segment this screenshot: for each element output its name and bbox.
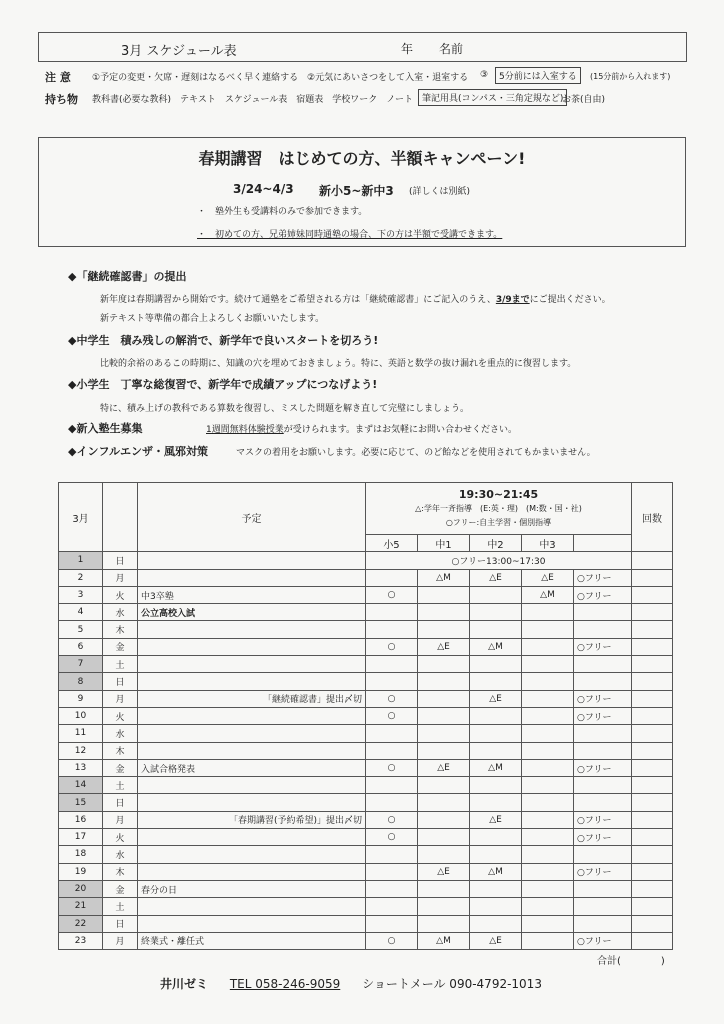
grade-j2-cell bbox=[470, 656, 522, 673]
grade5-cell: ○ bbox=[366, 707, 418, 724]
day-cell: 11 bbox=[59, 725, 103, 742]
free-study-cell bbox=[574, 621, 632, 638]
grade-j1-cell bbox=[418, 794, 470, 811]
free-study-cell: ○フリー bbox=[574, 586, 632, 603]
free-study-cell bbox=[574, 846, 632, 863]
grade-j3-cell bbox=[522, 638, 574, 655]
footer bbox=[160, 975, 560, 992]
plan-header: 予定 bbox=[138, 483, 366, 552]
school-name: 井川ゼミ bbox=[160, 977, 209, 991]
grade-j3-cell bbox=[522, 880, 574, 897]
grade-j3-cell bbox=[522, 898, 574, 915]
grade5-cell: ○ bbox=[366, 811, 418, 828]
grade-j2-cell bbox=[470, 586, 522, 603]
table-row bbox=[59, 863, 673, 880]
day-cell: 17 bbox=[59, 829, 103, 846]
grade-j1-cell bbox=[418, 829, 470, 846]
campaign-title: 春期講習 はじめての方、半額キャンペーン! bbox=[198, 149, 526, 168]
note-item-2: ②元気にあいさつをして入室・退室する bbox=[307, 73, 469, 83]
day-cell: 19 bbox=[59, 863, 103, 880]
grade-j1-cell bbox=[418, 621, 470, 638]
table-row bbox=[59, 604, 673, 621]
count-cell bbox=[632, 811, 673, 828]
section-flu-heading: ◆インフルエンザ・風邪対策 bbox=[68, 445, 209, 458]
plan-cell: 「継続確認書」提出〆切 bbox=[138, 690, 366, 707]
day-cell: 21 bbox=[59, 898, 103, 915]
plan-cell bbox=[138, 777, 366, 794]
header-box bbox=[38, 32, 687, 62]
grade-j2-cell bbox=[470, 604, 522, 621]
free-study-cell: ○フリー bbox=[574, 932, 632, 949]
note-item-3-sub: (15分前から入れます) bbox=[590, 72, 671, 81]
grade5-cell bbox=[366, 880, 418, 897]
name-label: 名前 bbox=[439, 42, 464, 56]
grade-j2-cell: △M bbox=[470, 863, 522, 880]
grade-j3-cell bbox=[522, 829, 574, 846]
plan-cell bbox=[138, 794, 366, 811]
grade-j3-cell bbox=[522, 725, 574, 742]
grade5-cell: ○ bbox=[366, 932, 418, 949]
grade5-cell bbox=[366, 777, 418, 794]
weekday-cell: 日 bbox=[103, 915, 138, 932]
weekday-cell: 土 bbox=[103, 777, 138, 794]
section-junior-high-text: 比較的余裕のあるこの時期に、知識の穴を埋めておきましょう。特に、英語と数学の抜け漏れを重点的に復習します。 bbox=[100, 359, 577, 369]
grade-j2-cell bbox=[470, 898, 522, 915]
grade-j3-cell bbox=[522, 673, 574, 690]
day-cell: 2 bbox=[59, 569, 103, 586]
weekday-cell: 土 bbox=[103, 656, 138, 673]
weekday-cell: 水 bbox=[103, 604, 138, 621]
weekday-cell: 金 bbox=[103, 759, 138, 776]
count-cell bbox=[632, 915, 673, 932]
day-cell: 1 bbox=[59, 552, 103, 569]
section-elementary-text: 特に、積み上げの教科である算数を復習し、ミスした問題を解き直して完璧にしましょう。 bbox=[100, 404, 470, 414]
grade-j3-cell bbox=[522, 863, 574, 880]
grade-j1-cell bbox=[418, 777, 470, 794]
grade5-cell bbox=[366, 742, 418, 759]
plan-cell: 「春期講習(予約希望)」提出〆切 bbox=[138, 811, 366, 828]
weekday-cell: 金 bbox=[103, 880, 138, 897]
free-study-cell: ○フリー bbox=[574, 707, 632, 724]
section-new-students-desc: が受けられます。まずはお気軽にお問い合わせください。 bbox=[283, 425, 518, 435]
section-new-students-text bbox=[206, 422, 517, 435]
count-cell bbox=[632, 759, 673, 776]
table-row bbox=[59, 725, 673, 742]
grade-j3-cell bbox=[522, 742, 574, 759]
grade-j2-cell bbox=[470, 673, 522, 690]
section-continuation-text-c: にご提出ください。 bbox=[529, 295, 611, 305]
table-row bbox=[59, 777, 673, 794]
day-cell: 10 bbox=[59, 707, 103, 724]
belongings-boxed: 筆記用具(コンパス・三角定規など) bbox=[418, 89, 567, 106]
plan-cell bbox=[138, 552, 366, 569]
grade-j2-cell bbox=[470, 846, 522, 863]
page-title: 3月 スケジュール表 bbox=[121, 44, 237, 59]
day-cell: 9 bbox=[59, 690, 103, 707]
plan-cell bbox=[138, 915, 366, 932]
plan-cell bbox=[138, 707, 366, 724]
count-cell bbox=[632, 829, 673, 846]
day-cell: 15 bbox=[59, 794, 103, 811]
grade5-cell bbox=[366, 621, 418, 638]
count-cell bbox=[632, 846, 673, 863]
weekday-cell: 月 bbox=[103, 690, 138, 707]
weekday-cell: 日 bbox=[103, 673, 138, 690]
free-study-cell bbox=[574, 725, 632, 742]
grade5-cell bbox=[366, 846, 418, 863]
grade-j3-cell bbox=[522, 759, 574, 776]
campaign-box bbox=[38, 137, 686, 247]
plan-cell bbox=[138, 673, 366, 690]
table-row bbox=[59, 811, 673, 828]
day-cell: 4 bbox=[59, 604, 103, 621]
grade-j3-cell bbox=[522, 846, 574, 863]
grade5-cell bbox=[366, 863, 418, 880]
plan-cell: 中3卒塾 bbox=[138, 586, 366, 603]
plan-cell bbox=[138, 898, 366, 915]
time-header-cell bbox=[366, 483, 632, 535]
weekday-cell: 火 bbox=[103, 586, 138, 603]
grade-j3-cell bbox=[522, 794, 574, 811]
grade-j2-cell: △M bbox=[470, 638, 522, 655]
weekday-cell: 月 bbox=[103, 811, 138, 828]
grade5-cell bbox=[366, 656, 418, 673]
weekday-cell: 火 bbox=[103, 829, 138, 846]
grade-j2-cell: △M bbox=[470, 759, 522, 776]
free-study-cell: ○フリー bbox=[574, 638, 632, 655]
grade5-cell: ○ bbox=[366, 690, 418, 707]
grade-j2-cell bbox=[470, 794, 522, 811]
table-row bbox=[59, 621, 673, 638]
grade-j2-cell bbox=[470, 725, 522, 742]
weekday-cell: 木 bbox=[103, 742, 138, 759]
table-row bbox=[59, 880, 673, 897]
grade-j3-cell bbox=[522, 604, 574, 621]
free-study-cell bbox=[574, 794, 632, 811]
free-study-cell: ○フリー bbox=[574, 759, 632, 776]
free-study-cell: ○フリー bbox=[574, 569, 632, 586]
section-flu-text: マスクの着用をお願いします。必要に応じて、のど飴などを使用されてもかまいません。 bbox=[236, 448, 596, 458]
grade-j1-cell bbox=[418, 811, 470, 828]
grade-j2-cell bbox=[470, 621, 522, 638]
total-label: 合計( ) bbox=[597, 956, 665, 967]
table-row bbox=[59, 932, 673, 949]
table-row bbox=[59, 742, 673, 759]
count-cell bbox=[632, 621, 673, 638]
free-study-cell: ○フリー bbox=[574, 690, 632, 707]
count-cell bbox=[632, 638, 673, 655]
day-cell: 13 bbox=[59, 759, 103, 776]
note-item-1: ①予定の変更・欠席・遅刻はなるべく早く連絡する bbox=[92, 73, 299, 83]
grade-j1-cell bbox=[418, 846, 470, 863]
grade-j1-cell bbox=[418, 725, 470, 742]
day-cell: 23 bbox=[59, 932, 103, 949]
grade-j3-cell bbox=[522, 811, 574, 828]
day-cell: 12 bbox=[59, 742, 103, 759]
weekday-cell: 火 bbox=[103, 707, 138, 724]
section-continuation-text-a: 新年度は春期講習から開始です。続けて通塾をご希望される方は「継続確認書」にご記入のうえ、 bbox=[100, 295, 496, 305]
grade-j1-cell: △E bbox=[418, 638, 470, 655]
year-label: 年 bbox=[401, 42, 414, 56]
weekday-cell: 木 bbox=[103, 863, 138, 880]
day-cell: 6 bbox=[59, 638, 103, 655]
time-header: 19:30~21:45 bbox=[458, 487, 539, 501]
table-row bbox=[59, 707, 673, 724]
plan-cell bbox=[138, 725, 366, 742]
free-study-cell bbox=[574, 915, 632, 932]
free-study-cell bbox=[574, 880, 632, 897]
plan-cell: 公立高校入試 bbox=[138, 604, 366, 621]
belongings-text: 教科書(必要な教科) テキスト スケジュール表 宿題表 学校ワーク ノート bbox=[92, 95, 414, 105]
day-cell: 5 bbox=[59, 621, 103, 638]
table-row bbox=[59, 552, 673, 569]
free-study-cell: ○フリー bbox=[574, 811, 632, 828]
free-study-cell: ○フリー bbox=[574, 863, 632, 880]
plan-cell bbox=[138, 829, 366, 846]
table-row bbox=[59, 673, 673, 690]
day-cell: 20 bbox=[59, 880, 103, 897]
count-cell bbox=[632, 794, 673, 811]
grade5-cell bbox=[366, 673, 418, 690]
free-study-cell bbox=[574, 673, 632, 690]
month-header: 3月 bbox=[59, 483, 103, 552]
count-cell bbox=[632, 777, 673, 794]
grade-j2-cell bbox=[470, 742, 522, 759]
grade-j3-cell: △E bbox=[522, 569, 574, 586]
short-mail-number: ショートメール 090-4792-1013 bbox=[362, 977, 542, 991]
weekday-cell: 水 bbox=[103, 725, 138, 742]
campaign-bullet-2: ・ 初めての方、兄弟姉妹同時通塾の場合、下の方は半額で受講できます。 bbox=[197, 230, 503, 240]
day-cell: 14 bbox=[59, 777, 103, 794]
count-cell bbox=[632, 656, 673, 673]
grade-j3-cell: △M bbox=[522, 586, 574, 603]
weekday-cell: 月 bbox=[103, 569, 138, 586]
grade-j1-cell bbox=[418, 707, 470, 724]
count-cell bbox=[632, 569, 673, 586]
section-new-students-heading: ◆新入塾生募集 bbox=[68, 422, 143, 435]
grade-j1-cell bbox=[418, 742, 470, 759]
section-continuation-heading: ◆「継続確認書」の提出 bbox=[68, 270, 187, 283]
section-junior-high-heading: ◆中学生 積み残しの解消で、新学年で良いスタートを切ろう! bbox=[68, 334, 379, 347]
weekday-cell: 土 bbox=[103, 898, 138, 915]
grade5-cell bbox=[366, 604, 418, 621]
campaign-details: (詳しくは別紙) bbox=[409, 187, 471, 197]
deadline-date: 3/9まで bbox=[495, 295, 530, 305]
grade5-cell: ○ bbox=[366, 829, 418, 846]
merged-time-cell: ○フリー13:00~17:30 bbox=[366, 552, 632, 569]
plan-cell: 春分の日 bbox=[138, 880, 366, 897]
grade-j2-cell bbox=[470, 707, 522, 724]
grade-j3-cell bbox=[522, 915, 574, 932]
count-cell bbox=[632, 586, 673, 603]
free-trial-label: 1週間無料体験授業 bbox=[206, 425, 284, 435]
grade-j1-cell: △E bbox=[418, 759, 470, 776]
campaign-grades: 新小5~新中3 bbox=[319, 184, 394, 198]
grade5-cell bbox=[366, 725, 418, 742]
grade5-cell bbox=[366, 898, 418, 915]
legend-2: ○フリー:自主学習・個別指導 bbox=[445, 517, 552, 527]
schedule-table bbox=[58, 482, 673, 950]
campaign-bullet-1: ・ 塾外生も受講料のみで参加できます。 bbox=[197, 207, 368, 217]
count-cell bbox=[632, 932, 673, 949]
table-row bbox=[59, 586, 673, 603]
plan-cell bbox=[138, 656, 366, 673]
free-study-cell bbox=[574, 656, 632, 673]
free-study-cell bbox=[574, 898, 632, 915]
weekday-cell: 木 bbox=[103, 621, 138, 638]
day-cell: 18 bbox=[59, 846, 103, 863]
count-cell bbox=[632, 742, 673, 759]
grade-j2-cell bbox=[470, 829, 522, 846]
plan-cell: 入試合格発表 bbox=[138, 759, 366, 776]
table-row bbox=[59, 829, 673, 846]
grade5-cell: ○ bbox=[366, 759, 418, 776]
grade5-cell bbox=[366, 915, 418, 932]
plan-cell bbox=[138, 569, 366, 586]
table-row bbox=[59, 846, 673, 863]
notes-label: 注 意 bbox=[45, 71, 71, 84]
grade-header: 中3 bbox=[522, 535, 574, 552]
plan-cell bbox=[138, 742, 366, 759]
free-study-cell bbox=[574, 604, 632, 621]
grade-j1-cell bbox=[418, 915, 470, 932]
grade-j1-cell: △E bbox=[418, 863, 470, 880]
grade-j1-cell bbox=[418, 673, 470, 690]
count-cell bbox=[632, 552, 673, 569]
grade-j2-cell: △E bbox=[470, 690, 522, 707]
grade-j3-cell bbox=[522, 707, 574, 724]
day-cell: 22 bbox=[59, 915, 103, 932]
section-elementary-heading: ◆小学生 丁寧な総復習で、新学年で成績アップにつなげよう! bbox=[68, 378, 378, 391]
grade-j2-cell bbox=[470, 880, 522, 897]
grade-j1-cell: △M bbox=[418, 932, 470, 949]
plan-cell bbox=[138, 863, 366, 880]
day-cell: 3 bbox=[59, 586, 103, 603]
grade5-cell: ○ bbox=[366, 586, 418, 603]
grade-j3-cell bbox=[522, 656, 574, 673]
count-cell bbox=[632, 707, 673, 724]
count-cell bbox=[632, 604, 673, 621]
free-study-cell bbox=[574, 742, 632, 759]
grade-j3-cell bbox=[522, 932, 574, 949]
belongings-tail: お茶(自由) bbox=[562, 95, 606, 105]
plan-cell bbox=[138, 846, 366, 863]
section-continuation-text bbox=[100, 292, 611, 305]
plan-cell bbox=[138, 621, 366, 638]
grade-j2-cell: △E bbox=[470, 932, 522, 949]
grade-j1-cell bbox=[418, 656, 470, 673]
weekday-cell: 水 bbox=[103, 846, 138, 863]
grade5-cell bbox=[366, 794, 418, 811]
weekday-cell: 日 bbox=[103, 794, 138, 811]
grade-j1-cell bbox=[418, 604, 470, 621]
belongings-label: 持ち物 bbox=[45, 93, 78, 106]
weekday-cell: 月 bbox=[103, 932, 138, 949]
grade-j1-cell bbox=[418, 898, 470, 915]
table-row bbox=[59, 569, 673, 586]
count-cell bbox=[632, 690, 673, 707]
grade-header: 中2 bbox=[470, 535, 522, 552]
grade-j3-cell bbox=[522, 777, 574, 794]
note-item-3-num: ③ bbox=[480, 70, 489, 80]
grade-j1-cell bbox=[418, 586, 470, 603]
grade-j1-cell: △M bbox=[418, 569, 470, 586]
grade-j2-cell: △E bbox=[470, 569, 522, 586]
section-continuation-text-2: 新テキスト等準備の都合上よろしくお願いいたします。 bbox=[100, 314, 325, 324]
free-study-cell bbox=[574, 777, 632, 794]
count-cell bbox=[632, 725, 673, 742]
phone-number: TEL 058-246-9059 bbox=[229, 977, 341, 991]
table-row bbox=[59, 915, 673, 932]
grade-j3-cell bbox=[522, 621, 574, 638]
table-row bbox=[59, 794, 673, 811]
grade-j3-cell bbox=[522, 690, 574, 707]
grade-j1-cell bbox=[418, 690, 470, 707]
table-row bbox=[59, 656, 673, 673]
table-row bbox=[59, 759, 673, 776]
count-cell bbox=[632, 898, 673, 915]
grade-j1-cell bbox=[418, 880, 470, 897]
weekday-cell: 日 bbox=[103, 552, 138, 569]
grade-header: 小5 bbox=[366, 535, 418, 552]
table-row bbox=[59, 898, 673, 915]
grade-header: 中1 bbox=[418, 535, 470, 552]
count-cell bbox=[632, 863, 673, 880]
grade-j2-cell: △E bbox=[470, 811, 522, 828]
count-header: 回数 bbox=[632, 483, 673, 552]
day-cell: 7 bbox=[59, 656, 103, 673]
legend-1: △:学年一斉指導 (E:英・理) (M:数・国・社) bbox=[415, 503, 582, 513]
grade5-cell bbox=[366, 569, 418, 586]
grade5-cell: ○ bbox=[366, 638, 418, 655]
day-cell: 8 bbox=[59, 673, 103, 690]
count-cell bbox=[632, 880, 673, 897]
grade-j2-cell bbox=[470, 915, 522, 932]
day-cell: 16 bbox=[59, 811, 103, 828]
count-cell bbox=[632, 673, 673, 690]
free-study-cell: ○フリー bbox=[574, 829, 632, 846]
grade-j2-cell bbox=[470, 777, 522, 794]
weekday-cell: 金 bbox=[103, 638, 138, 655]
note-item-3: 5分前には入室する bbox=[495, 67, 581, 84]
table-row bbox=[59, 638, 673, 655]
table-row bbox=[59, 690, 673, 707]
campaign-dates: 3/24~4/3 bbox=[233, 182, 294, 196]
plan-cell bbox=[138, 638, 366, 655]
plan-cell: 終業式・離任式 bbox=[138, 932, 366, 949]
